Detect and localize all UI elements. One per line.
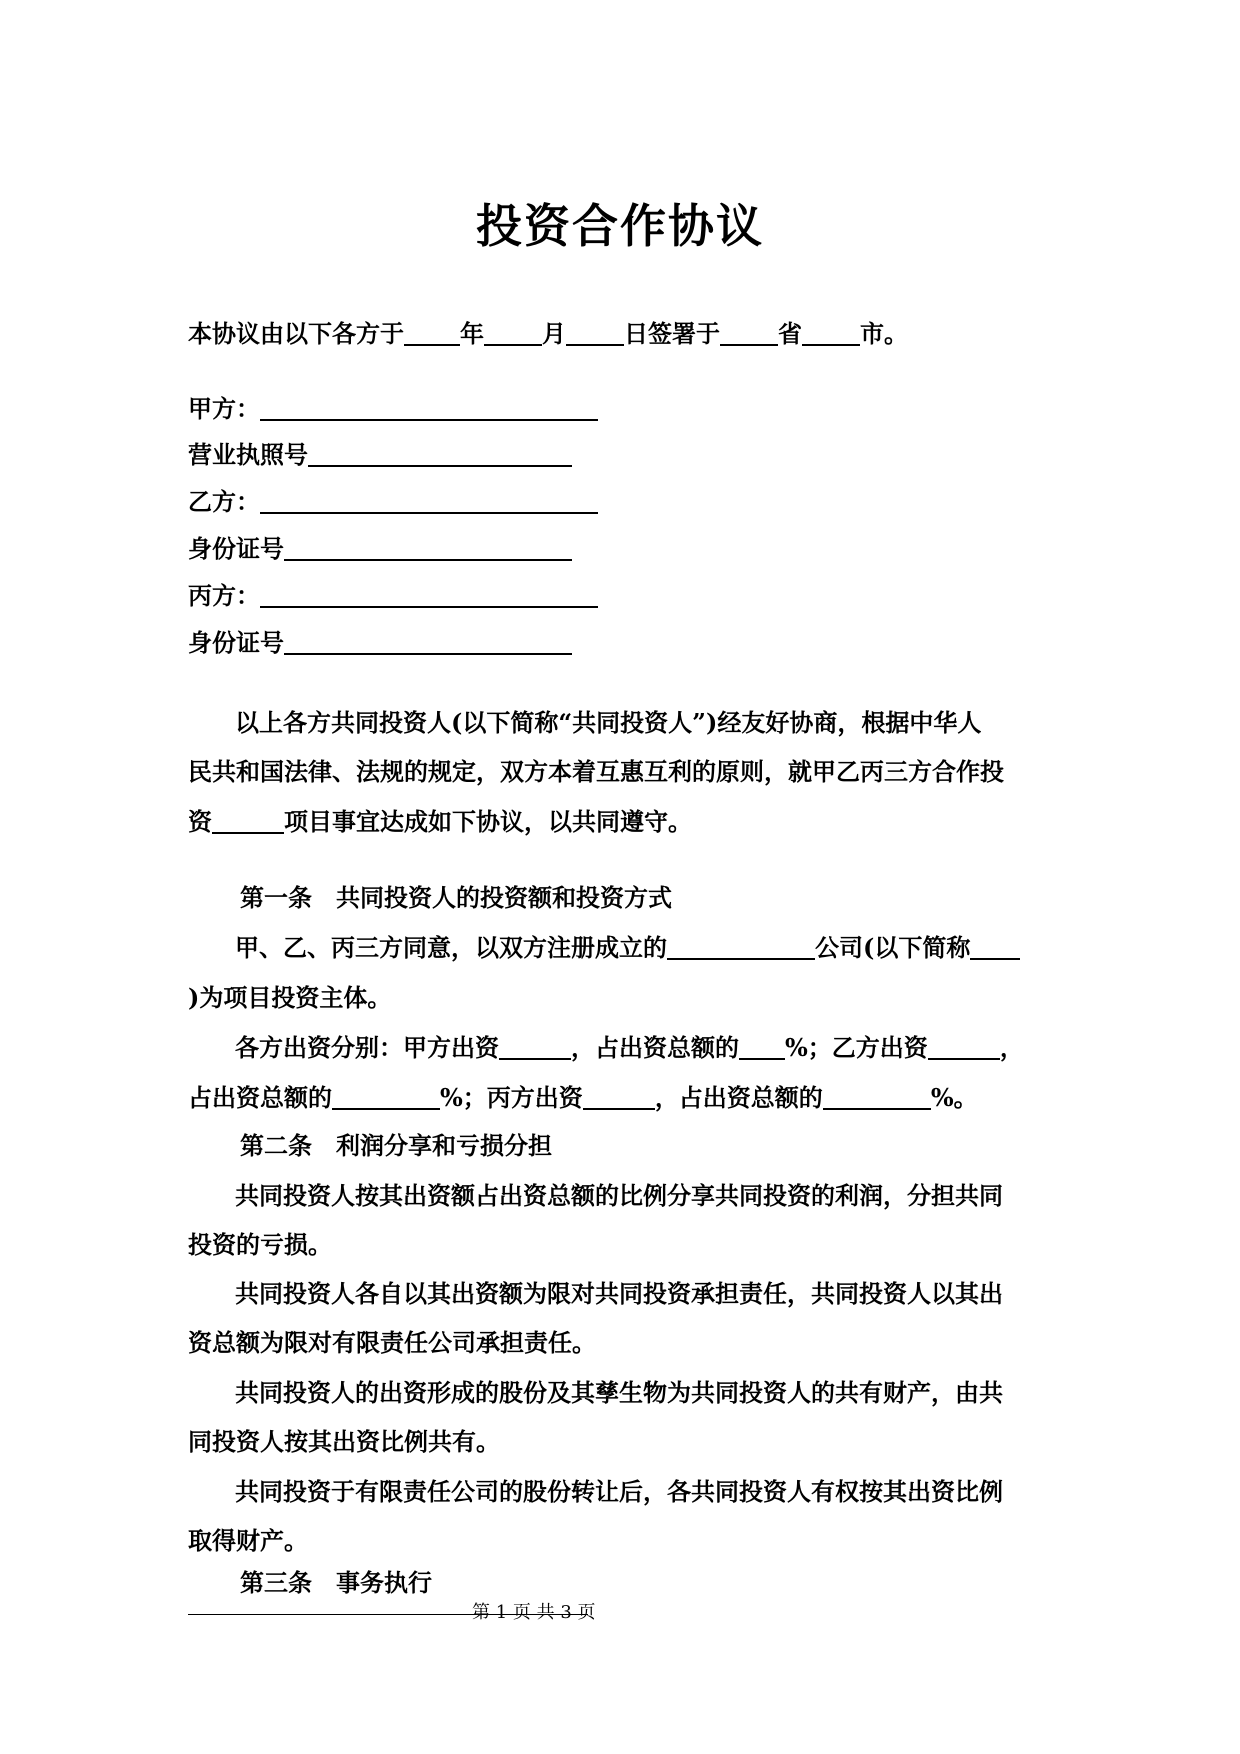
intro-city-label: 市。 — [860, 319, 908, 348]
day-blank — [566, 322, 624, 346]
article-2-p1-l2: 投资的亏损。 — [188, 1230, 332, 1259]
intro-text: 本协议由以下各方于 — [188, 319, 404, 348]
preamble-line-3 — [188, 806, 692, 838]
contribution-c-label: %；丙方出资 — [440, 1083, 583, 1112]
id-blank-2 — [284, 631, 572, 655]
share-c-label: ，占出资总额的 — [654, 1083, 823, 1112]
contribution-b-label: %；乙方出资 — [785, 1033, 928, 1062]
month-blank — [484, 322, 542, 346]
preamble-line-2: 民共和国法律、法规的规定，双方本着互惠互利的原则，就甲乙丙三方合作投 — [188, 757, 1004, 786]
article-3-heading: 第三条 事务执行 — [240, 1568, 432, 1597]
article-1-line-2: )为项目投资主体。 — [188, 983, 392, 1012]
preamble-line-1: 以上各方共同投资人(以下简称“共同投资人”)经友好协商，根据中华人 — [235, 708, 982, 737]
share-c-suffix: %。 — [930, 1083, 978, 1112]
party-b-line — [188, 486, 598, 518]
share-a-blank — [739, 1036, 785, 1060]
article-2-p4-l2: 取得财产。 — [188, 1526, 308, 1555]
article-2-p4-l1: 共同投资于有限责任公司的股份转让后，各共同投资人有权按其出资比例 — [235, 1477, 1003, 1506]
intro-year-label: 年 — [460, 319, 484, 348]
article-2-p3-l2: 同投资人按其出资比例共有。 — [188, 1427, 500, 1456]
company-blank — [667, 936, 815, 960]
article-2-p1-l1: 共同投资人按其出资额占出资总额的比例分享共同投资的利润，分担共同 — [235, 1181, 1003, 1210]
article-1-line-3 — [235, 1032, 1024, 1064]
license-label: 营业执照号 — [188, 440, 308, 469]
article-2-p3-l1: 共同投资人的出资形成的股份及其孳生物为共同投资人的共有财产，由共 — [235, 1378, 1003, 1407]
preamble-text-b: 项目事宜达成如下协议，以共同遵守。 — [284, 807, 692, 836]
comma: ， — [999, 1033, 1024, 1062]
party-c-line — [188, 580, 598, 612]
preamble-text-a: 资 — [188, 807, 212, 836]
article-1-text-a: 甲、乙、丙三方同意，以双方注册成立的 — [235, 933, 667, 962]
license-line — [188, 439, 572, 471]
article-1-line-1 — [235, 932, 1020, 964]
article-2-heading: 第二条 利润分享和亏损分担 — [240, 1131, 552, 1160]
id-label-2: 身份证号 — [188, 628, 284, 657]
article-2-p2-l1: 共同投资人各自以其出资额为限对共同投资承担责任，共同投资人以其出 — [235, 1279, 1003, 1308]
intro-line — [188, 318, 908, 350]
intro-month-label: 月 — [542, 319, 566, 348]
share-b-blank — [332, 1086, 440, 1110]
contribution-c-blank — [583, 1086, 655, 1110]
article-1-heading: 第一条 共同投资人的投资额和投资方式 — [240, 883, 672, 912]
contribution-a-label: 各方出资分别：甲方出资 — [235, 1033, 499, 1062]
license-blank — [308, 443, 572, 467]
article-1-text-b: 公司(以下简称 — [815, 933, 971, 962]
party-b-blank — [260, 490, 598, 514]
id-line-1 — [188, 533, 572, 565]
party-a-label: 甲方： — [188, 394, 260, 423]
city-blank — [802, 322, 860, 346]
party-b-label: 乙方： — [188, 487, 260, 516]
year-blank — [404, 322, 460, 346]
id-line-2 — [188, 627, 572, 659]
id-blank-1 — [284, 537, 572, 561]
contribution-b-blank — [928, 1036, 1000, 1060]
article-1-line-4 — [188, 1082, 978, 1114]
party-a-blank — [260, 397, 598, 421]
share-b-label: 占出资总额的 — [188, 1083, 332, 1112]
party-c-label: 丙方： — [188, 581, 260, 610]
contribution-a-blank — [499, 1036, 571, 1060]
share-c-blank — [823, 1086, 931, 1110]
article-2-p2-l2: 资总额为限对有限责任公司承担责任。 — [188, 1328, 596, 1357]
intro-day-label: 日签署于 — [624, 319, 720, 348]
intro-province-label: 省 — [778, 319, 802, 348]
abbr-blank — [970, 936, 1020, 960]
party-c-blank — [260, 584, 598, 608]
share-a-label: ，占出资总额的 — [571, 1033, 739, 1062]
document-title: 投资合作协议 — [476, 199, 764, 253]
id-label-1: 身份证号 — [188, 534, 284, 563]
province-blank — [720, 322, 778, 346]
project-blank — [212, 810, 284, 834]
page-number: 第 1 页 共 3 页 — [472, 1602, 596, 1623]
party-a-line — [188, 393, 598, 425]
